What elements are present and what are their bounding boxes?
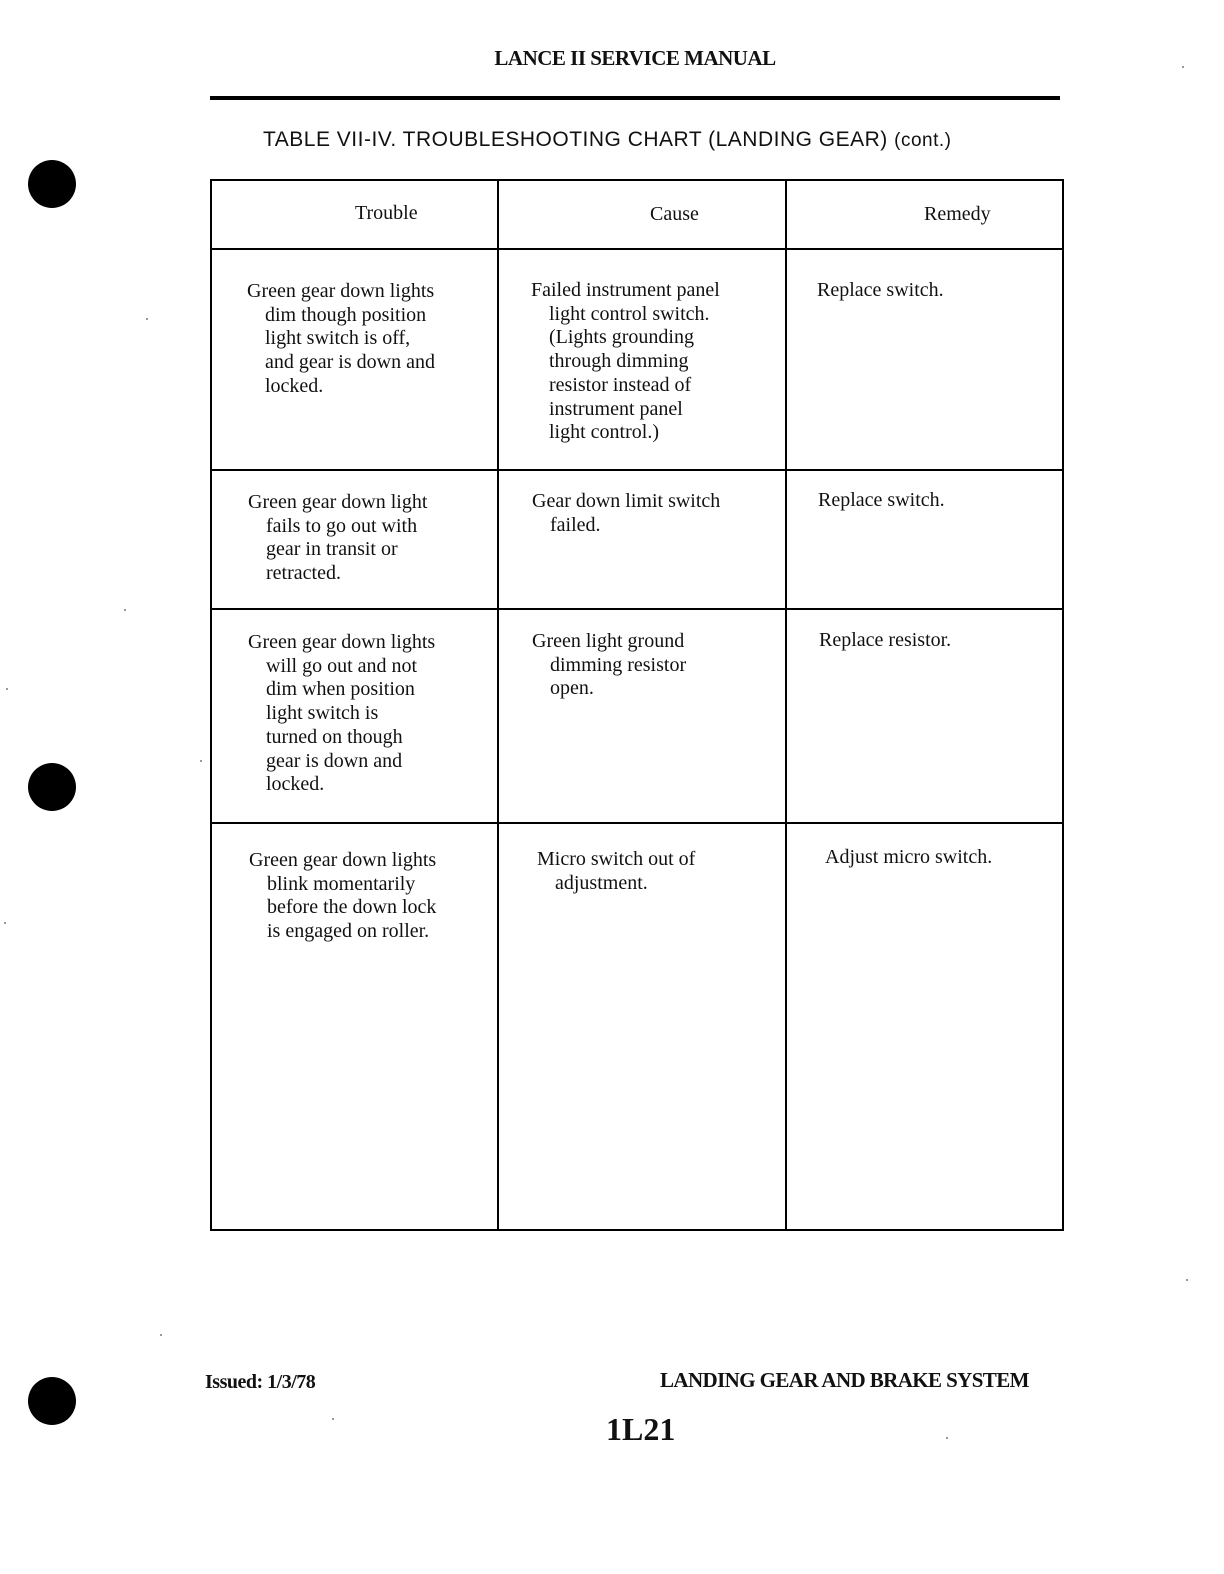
issued-date: Issued: 1/3/78 [205,1371,316,1393]
text-line: adjustment. [555,871,648,894]
remedy-cell [817,279,944,303]
table-caption [263,128,952,152]
text-line: Replace switch. [817,279,944,301]
text-line: Green gear down lights [248,631,436,653]
scan-speck [946,1437,948,1439]
text-line: resistor instead of [549,373,692,396]
text-line: Replace resistor. [819,629,952,651]
text-line: is engaged on roller. [267,920,430,943]
cause-cell [537,848,695,895]
remedy-cell [818,489,945,513]
text-line: Gear down limit switch [532,490,721,512]
manual-title: LANCE II SERVICE MANUAL [494,46,776,70]
table-caption-title: TABLE VII-IV. TROUBLESHOOTING CHART (LANDING GEAR) [263,128,888,151]
text-line: instrument panel [549,397,683,420]
text-line: Green light ground [532,630,685,652]
scan-speck [6,688,8,690]
section-title: LANDING GEAR AND BRAKE SYSTEM [660,1368,1029,1392]
text-line: blink momentarily [267,872,416,895]
column-header-cause: Cause [650,203,699,225]
text-line: Green gear down lights [249,849,437,871]
text-line: locked. [265,374,324,397]
text-line: dim though position [265,303,427,326]
text-line: retracted. [266,562,341,585]
remedy-cell [825,846,992,870]
cause-cell [532,630,686,701]
text-line: light control switch. [549,302,710,325]
text-line: Replace switch. [818,489,945,511]
text-line: light control.) [549,421,659,444]
text-line: Micro switch out of [537,848,696,870]
text-line: turned on though [266,725,403,748]
text-line: and gear is down and [265,351,435,374]
scan-speck [146,318,148,320]
text-line: (Lights grounding [549,326,694,349]
scan-speck [124,609,126,611]
text-line: Adjust micro switch. [825,846,993,868]
column-header-trouble: Trouble [355,202,418,224]
cause-cell [531,279,720,445]
text-line: locked. [266,773,325,796]
text-line: before the down lock [267,896,437,919]
row-divider [210,822,1064,824]
scan-speck [160,1334,162,1336]
trouble-cell [247,280,435,399]
scan-speck [1186,1279,1188,1281]
trouble-cell [248,631,435,797]
row-divider [210,608,1064,610]
text-line: light switch is off, [265,327,411,350]
remedy-cell [819,629,951,653]
binder-hole [28,160,76,208]
trouble-cell [249,849,436,944]
scan-speck [4,922,6,924]
scan-speck [200,760,202,762]
trouble-cell [248,491,427,586]
column-divider [497,179,499,1231]
scan-speck [332,1418,334,1420]
page-number: 1L21 [606,1411,676,1447]
text-line: Failed instrument panel [531,279,720,301]
binder-hole [28,1377,76,1425]
text-line: fails to go out with [266,514,418,537]
row-divider [210,469,1064,471]
text-line: Green gear down lights [247,280,435,302]
text-line: through dimming [549,350,689,373]
text-line: Green gear down light [248,491,428,513]
cause-cell [532,490,720,537]
binder-hole [28,763,76,811]
text-line: dimming resistor [550,653,687,676]
text-line: light switch is [266,702,379,725]
text-line: failed. [550,513,601,536]
text-line: gear in transit or [266,538,398,561]
text-line: dim when position [266,678,415,701]
header-row-divider [210,248,1064,250]
header-rule [210,96,1060,100]
text-line: will go out and not [266,654,418,677]
column-divider [785,179,787,1231]
table-caption-cont: (cont.) [894,130,952,151]
text-line: gear is down and [266,749,403,772]
text-line: open. [550,677,594,700]
column-header-remedy: Remedy [924,203,991,225]
